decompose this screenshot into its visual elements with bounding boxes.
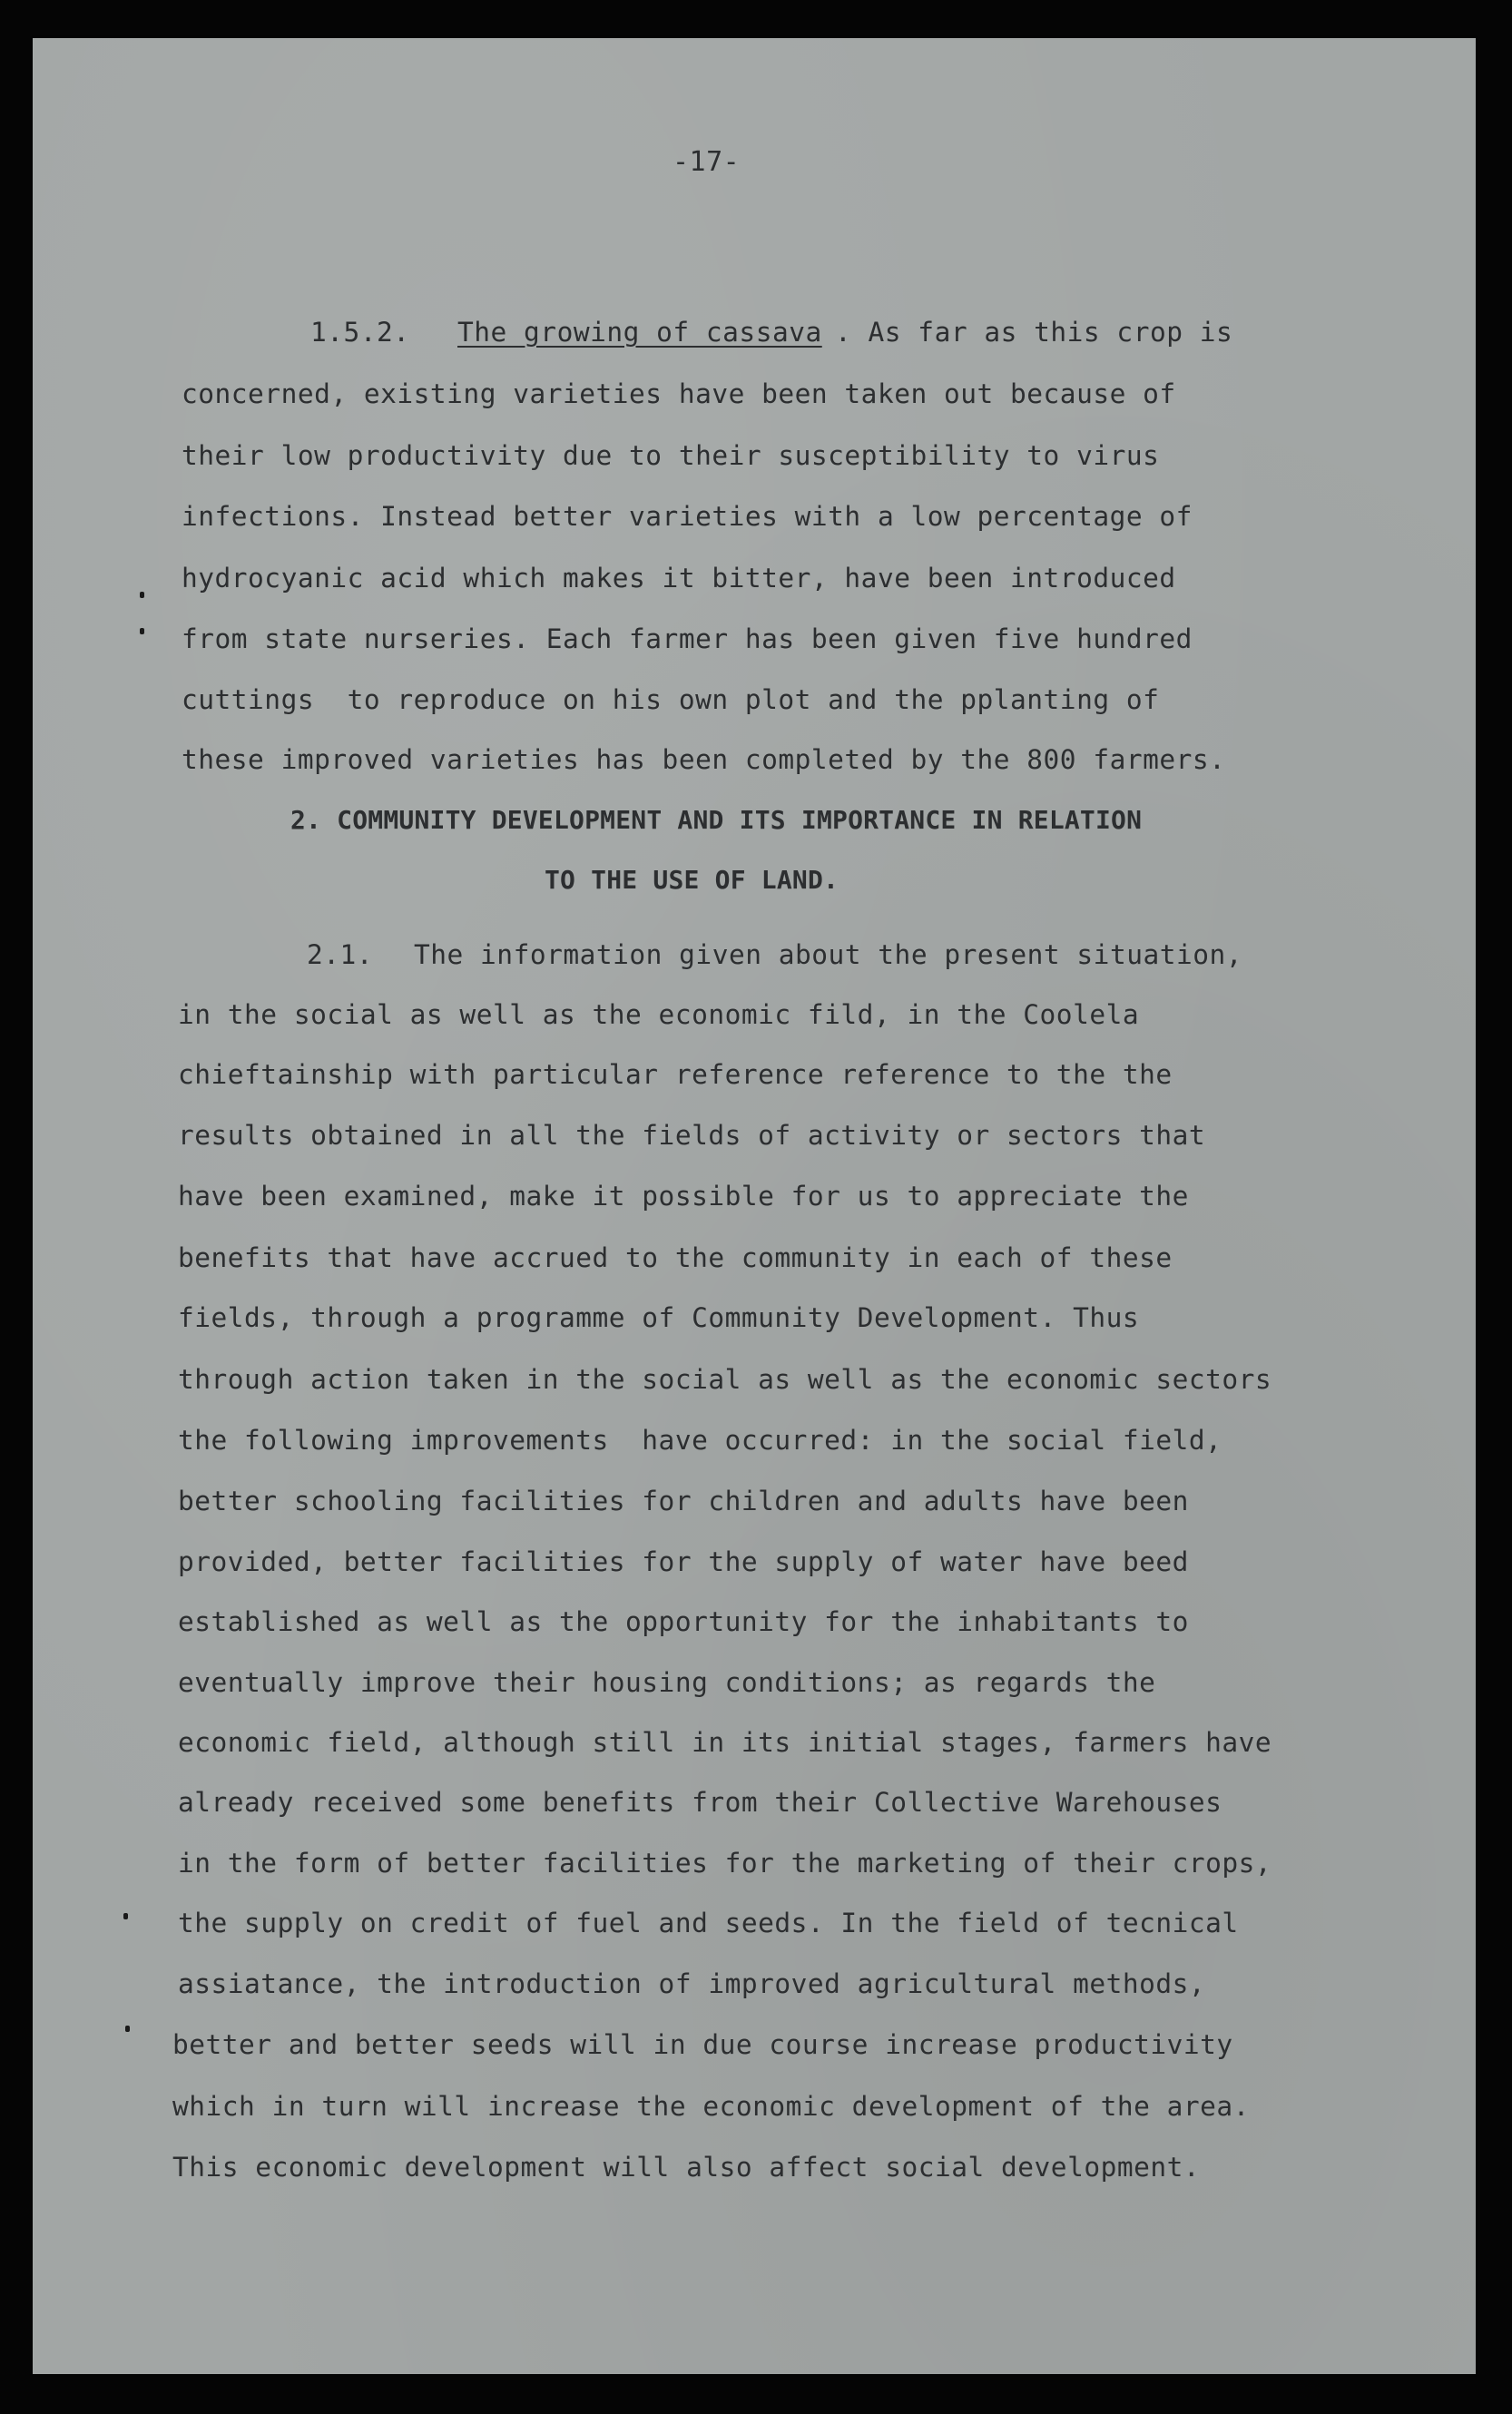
paragraph-line: through action taken in the social as well as the economic sectors (178, 1364, 1272, 1395)
margin-mark (125, 2026, 130, 2032)
paragraph-line: This economic development will also affect social development. (172, 2152, 1201, 2183)
paragraph-line: their low productivity due to their susceptibility to virus (182, 440, 1160, 471)
section-title: The growing of cassava (457, 317, 822, 348)
section-number: 1.5.2. (310, 317, 410, 348)
paragraph-line: the supply on credit of fuel and seeds. In the field of tecnical (178, 1908, 1239, 1938)
paragraph-line: the following improvements have occurred: in the social field, (178, 1425, 1222, 1456)
heading-line: 2. COMMUNITY DEVELOPMENT AND ITS IMPORTANCE IN RELATION (290, 805, 1143, 835)
paragraph-line: these improved varieties has been completed by the 800 farmers. (182, 744, 1226, 775)
paragraph-line: in the social as well as the economic fild, in the Coolela (178, 999, 1140, 1030)
paragraph-line: chieftainship with particular reference reference to the the (178, 1059, 1173, 1090)
paragraph-line: benefits that have accrued to the community in each of these (178, 1242, 1173, 1273)
paragraph-line: established as well as the opportunity for the inhabitants to (178, 1606, 1189, 1637)
paragraph-line: already received some benefits from their Collective Warehouses (178, 1787, 1222, 1818)
margin-mark (140, 628, 144, 634)
paragraph-line: have been examined, make it possible for us to appreciate the (178, 1181, 1189, 1212)
paragraph-line: better and better seeds will in due course increase productivity (172, 2029, 1233, 2060)
paragraph-line: concerned, existing varieties have been taken out because of (182, 378, 1176, 409)
paragraph-line: from state nurseries. Each farmer has been given five hundred (182, 623, 1193, 654)
paragraph-line: cuttings to reproduce on his own plot and the pplanting of (182, 684, 1160, 715)
page-number: -17- (673, 146, 741, 178)
paragraph-line: economic field, although still in its initial stages, farmers have (178, 1727, 1272, 1758)
margin-mark (123, 1913, 128, 1919)
paragraph-line: provided, better facilities for the supply of water have beed (178, 1546, 1189, 1577)
section-number: 2.1. (307, 939, 374, 970)
paragraph-line: infections. Instead better varieties with a low percentage of (182, 501, 1193, 532)
document-page (33, 38, 1476, 2374)
paragraph-line: hydrocyanic acid which makes it bitter, have been introduced (182, 563, 1176, 594)
heading-line: TO THE USE OF LAND. (545, 865, 839, 895)
paragraph-line: in the form of better facilities for the marketing of their crops, (178, 1848, 1272, 1879)
paragraph-line: . As far as this crop is (835, 317, 1233, 348)
paragraph-line: results obtained in all the fields of activity or sectors that (178, 1120, 1206, 1151)
paragraph-line: fields, through a programme of Community Development. Thus (178, 1302, 1140, 1333)
paragraph-line: The information given about the present situation, (414, 939, 1243, 970)
paragraph-line: eventually improve their housing conditions; as regards the (178, 1667, 1156, 1698)
paragraph-line: better schooling facilities for children and adults have been (178, 1486, 1189, 1516)
paragraph-line: assiatance, the introduction of improved agricultural methods, (178, 1968, 1206, 1999)
paragraph-line: which in turn will increase the economic development of the area. (172, 2091, 1250, 2122)
margin-mark (140, 592, 144, 598)
